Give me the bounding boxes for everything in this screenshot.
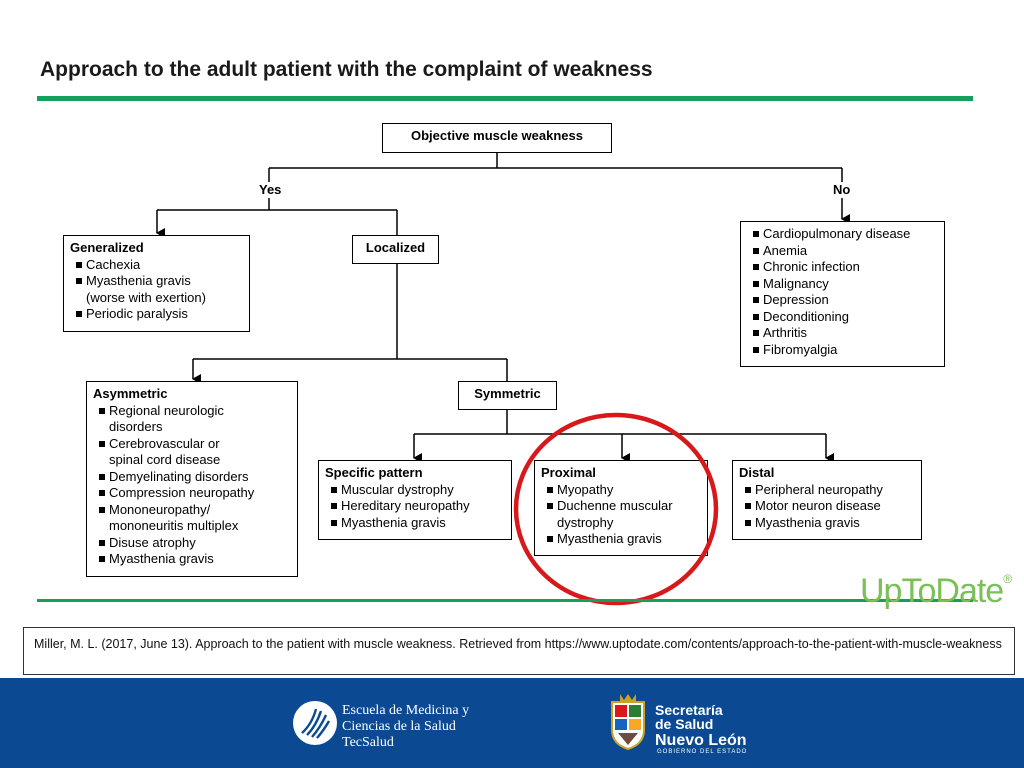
proximal-item: Myopathy (541, 482, 701, 499)
no-cause-item: Cardiopulmonary disease (747, 226, 938, 243)
specific-item: Muscular dystrophy (325, 482, 505, 499)
root-node: Objective muscle weakness (382, 123, 612, 153)
generalized-item: Myasthenia gravis (70, 273, 243, 290)
gobierno-label: GOBIERNO DEL ESTADO (657, 749, 748, 755)
secretaria-line1: Secretaría (655, 702, 723, 718)
asymmetric-item: Mononeuropathy/ (93, 502, 291, 519)
uptodate-logo (860, 572, 1011, 611)
specific-item: Hereditary neuropathy (325, 498, 505, 515)
symmetric-node: Symmetric (458, 381, 557, 410)
localized-node: Localized (352, 235, 439, 264)
no-cause-item: Fibromyalgia (747, 342, 938, 359)
generalized-item: Periodic paralysis (70, 306, 243, 323)
asymmetric-item: disorders (109, 419, 163, 434)
distal-item: Peripheral neuropathy (739, 482, 915, 499)
asymmetric-item: spinal cord disease (109, 452, 221, 467)
distal-item: Motor neuron disease (739, 498, 915, 515)
page-title: Approach to the adult patient with the complaint of weakness (40, 58, 653, 81)
footer-bar (0, 678, 1024, 768)
no-cause-item: Anemia (747, 243, 938, 260)
tecsalud-logo-icon (292, 700, 338, 746)
yes-label: Yes (259, 182, 282, 197)
proximal-head: Proximal (541, 465, 596, 480)
specific-head: Specific pattern (325, 465, 423, 480)
distal-item: Myasthenia gravis (739, 515, 915, 532)
distal-head: Distal (739, 465, 775, 480)
no-cause-item: Depression (747, 292, 938, 309)
no-cause-item: Malignancy (747, 276, 938, 293)
highlight-circle (516, 415, 716, 603)
uptodate-logo-to: To (901, 572, 936, 610)
asymmetric-item: Demyelinating disorders (93, 469, 291, 486)
proximal-item: Myasthenia gravis (541, 531, 701, 548)
uptodate-logo-up: Up (860, 572, 902, 610)
asymmetric-item: Compression neuropathy (93, 485, 291, 502)
asymmetric-item: mononeuritis multiplex (109, 518, 239, 533)
proximal-item: Duchenne muscular (541, 498, 701, 515)
no-cause-item: Chronic infection (747, 259, 938, 276)
secretaria-line2: de Salud (655, 716, 714, 732)
specific-item: Myasthenia gravis (325, 515, 505, 532)
no-cause-item: Arthritis (747, 325, 938, 342)
generalized-head: Generalized (70, 240, 144, 255)
nuevo-leon-coat-of-arms-icon (606, 692, 650, 752)
generalized-item: Cachexia (70, 257, 243, 274)
asymmetric-item: Myasthenia gravis (93, 551, 291, 568)
no-label: No (833, 182, 851, 197)
no-cause-item: Deconditioning (747, 309, 938, 326)
asymmetric-item: Cerebrovascular or (93, 436, 291, 453)
asymmetric-head: Asymmetric (93, 386, 168, 401)
proximal-item: dystrophy (557, 514, 614, 530)
generalized-item: (worse with exertion) (86, 289, 206, 305)
nuevo-leon-label: Nuevo León (655, 732, 747, 749)
registered-mark: ® (1003, 572, 1012, 586)
asymmetric-item: Disuse atrophy (93, 535, 291, 552)
uptodate-logo-date: Date (935, 572, 1004, 610)
content-divider (37, 599, 973, 602)
school-name: Escuela de Medicina y Ciencias de la Salud TecSalud (342, 703, 470, 750)
secretaria-label (655, 703, 723, 731)
asymmetric-item: Regional neurologic (93, 403, 291, 420)
citation-box: Miller, M. L. (2017, June 13). Approach to the patient with muscle weakness. Retrieved from https://www.uptodate.com/contents/approach-to-the-patient-with-muscle-weakness (23, 627, 1015, 675)
